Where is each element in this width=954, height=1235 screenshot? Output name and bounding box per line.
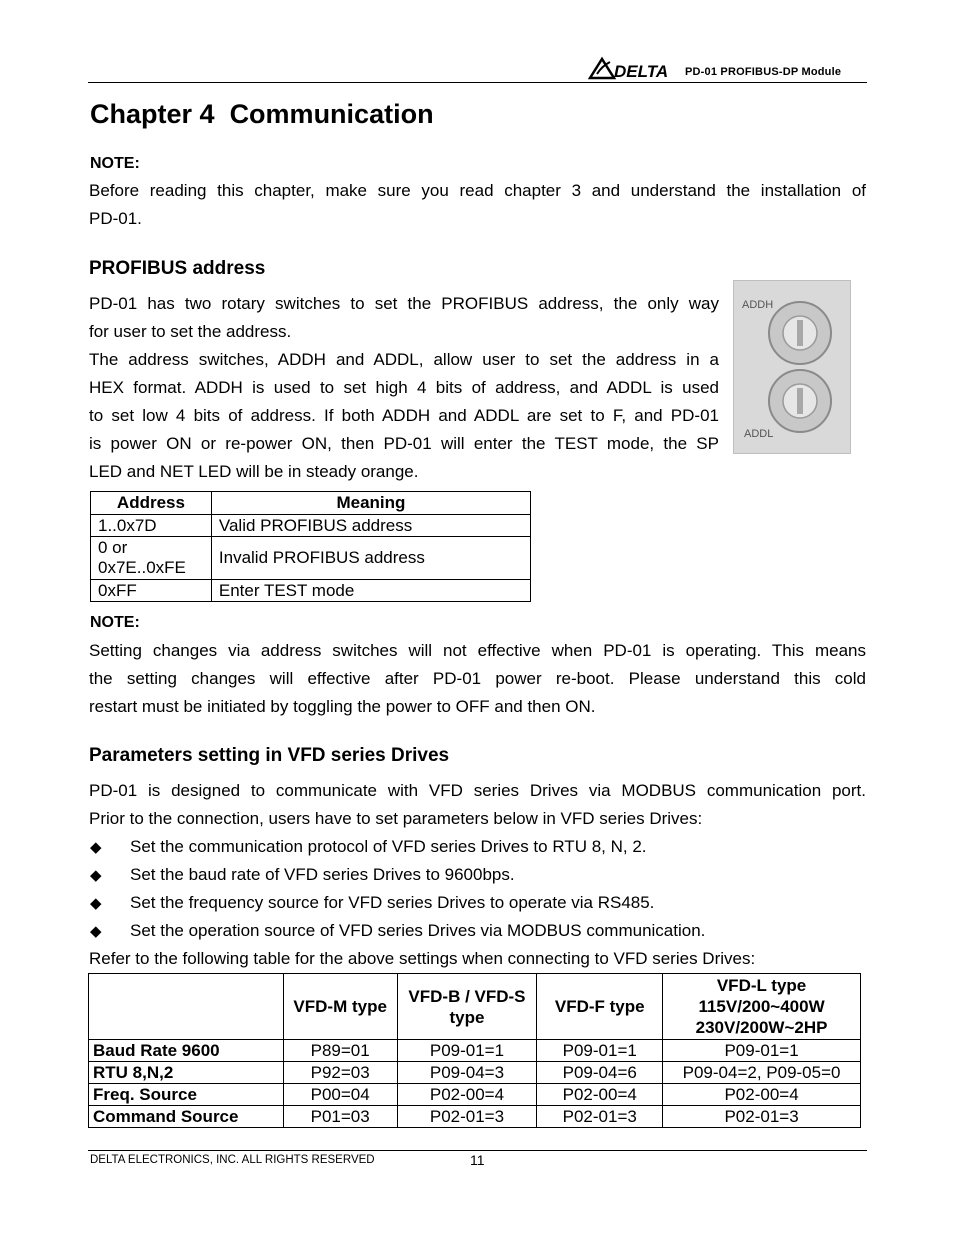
- chapter-name: Communication: [229, 99, 434, 129]
- row-label: Baud Rate 9600: [89, 1040, 284, 1062]
- profibus-heading: PROFIBUS address: [89, 258, 266, 279]
- table-header-cell: [397, 974, 537, 1040]
- note-text-line: the setting changes will effective after PD-01 power re-boot. Please understand this cold: [89, 669, 866, 688]
- table-cell: P02-00=4: [397, 1084, 537, 1106]
- table-header-row: [89, 974, 861, 1040]
- table-row: [89, 1040, 861, 1062]
- header-line: VFD-L type: [716, 976, 807, 995]
- note-text-line2: PD-01.: [89, 209, 142, 228]
- profibus-line: is power ON or re-power ON, then PD-01 will enter the TEST mode, the SP: [89, 434, 719, 453]
- table-row: [89, 1106, 861, 1128]
- profibus-line: PD-01 has two rotary switches to set the PROFIBUS address, the only way: [89, 294, 719, 313]
- footer-company: DELTA ELECTRONICS, INC. ALL RIGHTS RESERVED: [90, 1154, 375, 1166]
- diamond-bullet-icon: ◆: [90, 923, 102, 940]
- table-cell: 1..0x7D: [91, 515, 212, 537]
- page-number: 11: [470, 1152, 485, 1168]
- table-row: [89, 1062, 861, 1084]
- table-cell: P09-01=1: [537, 1040, 663, 1062]
- rotary-switch-photo: [733, 280, 851, 454]
- header-line: 230V/200W~2HP: [695, 1018, 828, 1037]
- table-row: [91, 537, 531, 580]
- table-header-row: [91, 492, 531, 515]
- row-label: Freq. Source: [89, 1084, 284, 1106]
- row-label: RTU 8,N,2: [89, 1062, 284, 1084]
- footer-divider: [88, 1150, 867, 1151]
- profibus-line: for user to set the address.: [89, 322, 292, 341]
- addh-label: ADDH: [742, 299, 774, 311]
- table-cell: P02-00=4: [663, 1084, 861, 1106]
- table-cell: P02-00=4: [537, 1084, 663, 1106]
- list-item: Set the operation source of VFD series Drives via MODBUS communication.: [130, 921, 706, 940]
- table-cell: P02-01=3: [397, 1106, 537, 1128]
- table-row: [89, 1084, 861, 1106]
- table-cell: P00=04: [283, 1084, 397, 1106]
- table-cell: P01=03: [283, 1106, 397, 1128]
- delta-logo-text: DELTA: [614, 62, 669, 80]
- vfd-parameter-table: [88, 973, 861, 1128]
- table-cell: P09-04=6: [537, 1062, 663, 1084]
- table-header-cell: VFD-F type: [537, 974, 663, 1040]
- address-range-line: 0 or: [98, 538, 128, 557]
- table-cell: P09-04=3: [397, 1062, 537, 1084]
- list-item: Set the communication protocol of VFD series Drives to RTU 8, N, 2.: [130, 837, 647, 856]
- diamond-bullet-icon: ◆: [90, 895, 102, 912]
- params-heading: Parameters setting in VFD series Drives: [89, 745, 450, 766]
- module-title: PD-01 PROFIBUS-DP Module: [685, 66, 842, 78]
- address-range-line: 0x7E..0xFE: [98, 558, 186, 577]
- table-cell: P09-01=1: [663, 1040, 861, 1062]
- profibus-line: LED and NET LED will be in steady orange.: [89, 462, 419, 481]
- table-cell: Invalid PROFIBUS address: [211, 537, 530, 580]
- header-line: VFD-B / VFD-S: [408, 986, 526, 1006]
- table-header-cell: [89, 974, 284, 1040]
- header-line: type: [449, 1007, 485, 1027]
- table-cell: P92=03: [283, 1062, 397, 1084]
- rotary-switch-illustration: [734, 281, 850, 453]
- profibus-line: to set low 4 bits of address. If both ADDH and ADDL are set to F, and PD-01: [89, 406, 719, 425]
- table-cell: P02-01=3: [537, 1106, 663, 1128]
- diamond-bullet-icon: ◆: [90, 867, 102, 884]
- table-row: [91, 515, 531, 537]
- profibus-line: HEX format. ADDH is used to set high 4 bits of address, and ADDL is used: [89, 378, 719, 397]
- note-text-line1: Before reading this chapter, make sure you read chapter 3 and understand the installation of: [89, 181, 866, 200]
- header-divider: [88, 82, 867, 83]
- table-cell: P89=01: [283, 1040, 397, 1062]
- chapter-number: Chapter 4: [90, 99, 215, 129]
- diamond-bullet-icon: ◆: [90, 839, 102, 856]
- note-text-line: restart must be initiated by toggling the power to OFF and then ON.: [89, 697, 596, 716]
- table-cell: P02-01=3: [663, 1106, 861, 1128]
- table-cell: P09-04=2, P09-05=0: [663, 1062, 861, 1084]
- note-label: NOTE:: [90, 155, 140, 172]
- delta-logo: [588, 56, 674, 80]
- table-cell: 0xFF: [91, 580, 212, 602]
- address-table: [90, 491, 531, 602]
- addl-label: ADDL: [744, 428, 774, 440]
- params-intro-line: PD-01 is designed to communicate with VFD series Drives via MODBUS communication port.: [89, 781, 866, 800]
- table-header-cell: VFD-M type: [283, 974, 397, 1040]
- params-intro-line: Prior to the connection, users have to set parameters below in VFD series Drives:: [89, 809, 703, 828]
- list-item: Set the frequency source for VFD series Drives to operate via RS485.: [130, 893, 655, 912]
- table-cell: Valid PROFIBUS address: [211, 515, 530, 537]
- table-header-cell: Address: [91, 492, 212, 515]
- profibus-line: The address switches, ADDH and ADDL, allow user to set the address in a: [89, 350, 719, 369]
- params-refer-text: Refer to the following table for the above settings when connecting to VFD series Drives:: [89, 949, 756, 968]
- header-line: 115V/200~400W: [698, 997, 825, 1016]
- row-label: Command Source: [89, 1106, 284, 1128]
- table-cell: Enter TEST mode: [211, 580, 530, 602]
- table-cell: P09-01=1: [397, 1040, 537, 1062]
- note-text-line: Setting changes via address switches will not effective when PD-01 is operating. This means: [89, 641, 866, 660]
- list-item: Set the baud rate of VFD series Drives to 9600bps.: [130, 865, 515, 884]
- table-header-cell: Meaning: [211, 492, 530, 515]
- table-cell: [91, 537, 212, 580]
- table-row: [91, 580, 531, 602]
- note-label: NOTE:: [90, 614, 140, 631]
- table-header-cell: [663, 974, 861, 1040]
- chapter-title: [90, 99, 434, 130]
